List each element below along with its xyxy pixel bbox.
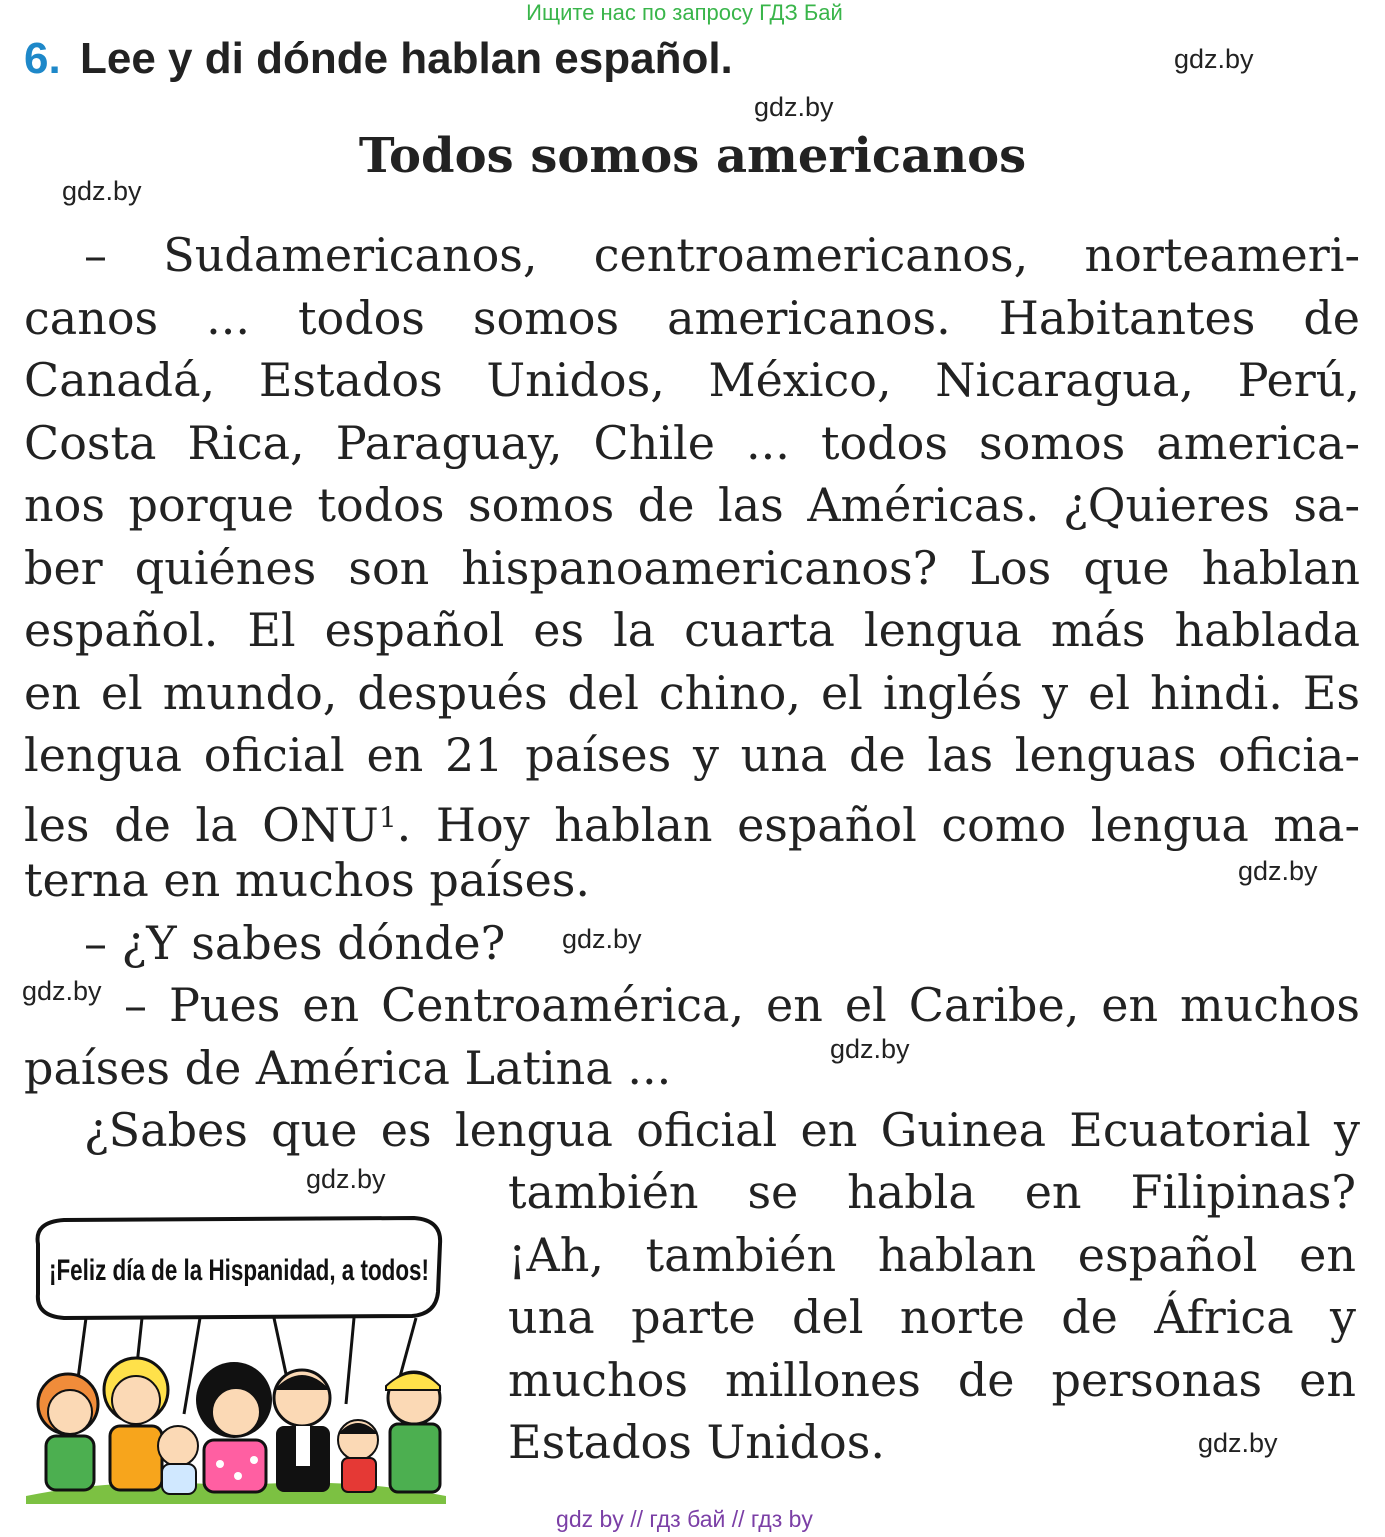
character-mafalda <box>196 1362 272 1492</box>
text-line: en el mundo, después del chino, el inglés y el hindi. Es <box>24 665 1360 720</box>
watermark: gdz.by <box>830 1034 910 1064</box>
reading-text-right-column <box>508 1161 1356 1474</box>
task-title: Lee y di dónde hablan español. <box>80 34 733 83</box>
text-line: muchos millones de personas en <box>508 1352 1356 1407</box>
text-fragment: . Hoy hablan español como lengua ma- <box>396 797 1360 852</box>
text-line: – Sudamericanos, centroamericanos, norteameri- <box>84 228 1360 282</box>
bubble-tail <box>346 1318 354 1404</box>
footnote-mark: 1 <box>378 800 397 834</box>
task-number: 6. <box>24 34 61 83</box>
text-fragment: les de la ONU <box>24 797 379 852</box>
text-line: – ¿Y sabes dónde? <box>84 915 506 970</box>
text-line: ¿Sabes que es lengua oficial en Guinea Ecuatorial y <box>84 1103 1360 1157</box>
character-small-boy <box>338 1420 378 1492</box>
watermark: gdz.by <box>1238 856 1318 886</box>
text-line: ber quiénes son hispanoamericanos? Los que hablan <box>24 540 1360 595</box>
reading-title: Todos somos americanos <box>358 128 1027 184</box>
watermark: gdz.by <box>562 924 642 954</box>
watermark: gdz.by <box>62 176 142 206</box>
bubble-tail <box>274 1318 286 1374</box>
text-line: ¡Ah, también hablan español en <box>508 1227 1356 1282</box>
character-baby <box>158 1426 198 1494</box>
watermark: gdz.by <box>1174 44 1254 74</box>
text-line: nos porque todos somos de las Américas. ¿Quieres sa- <box>24 478 1360 532</box>
character-man-dark-hair <box>274 1370 330 1492</box>
character-girl-orange <box>38 1374 98 1490</box>
text-line: Costa Rica, Paraguay, Chile ... todos somos america- <box>24 415 1360 470</box>
watermark: gdz.by <box>306 1164 386 1194</box>
text-fragment: – Pues en Centroamérica, en el Caribe, en muchos <box>124 978 1360 1032</box>
text-line <box>24 787 1360 850</box>
speech-bubble-text: ¡Feliz día de la Hispanidad, a todos! <box>49 1254 429 1287</box>
text-line: una parte del norte de África y <box>508 1290 1356 1344</box>
cartoon-illustration <box>24 1214 448 1504</box>
search-hint-link[interactable]: Ищите нас по запросу ГДЗ Бай <box>526 0 843 25</box>
text-line: lengua oficial en 21 países y una de las lenguas oficia- <box>24 728 1360 782</box>
footer-links[interactable]: gdz by // гдз бай // гдз by <box>556 1506 813 1532</box>
text-line: también se habla en Filipinas? <box>508 1165 1356 1219</box>
text-line: español. El español es la cuarta lengua más hablada <box>24 603 1360 657</box>
text-line: terna en muchos países. <box>24 853 591 907</box>
text-line: canos ... todos somos americanos. Habitantes de <box>24 290 1360 345</box>
text-line: Estados Unidos. <box>508 1415 885 1469</box>
watermark: gdz.by <box>22 976 102 1006</box>
watermark: gdz.by <box>754 92 834 122</box>
text-line: Canadá, Estados Unidos, México, Nicaragua, Perú, <box>24 353 1360 407</box>
watermark: gdz.by <box>1198 1428 1278 1458</box>
reading-text <box>24 224 1360 1162</box>
text-line: países de América Latina ... <box>24 1040 672 1095</box>
hispanidad-cartoon <box>24 1214 448 1504</box>
text-line <box>24 974 1360 1037</box>
character-boy-cap <box>386 1372 440 1492</box>
character-blonde <box>104 1358 168 1490</box>
